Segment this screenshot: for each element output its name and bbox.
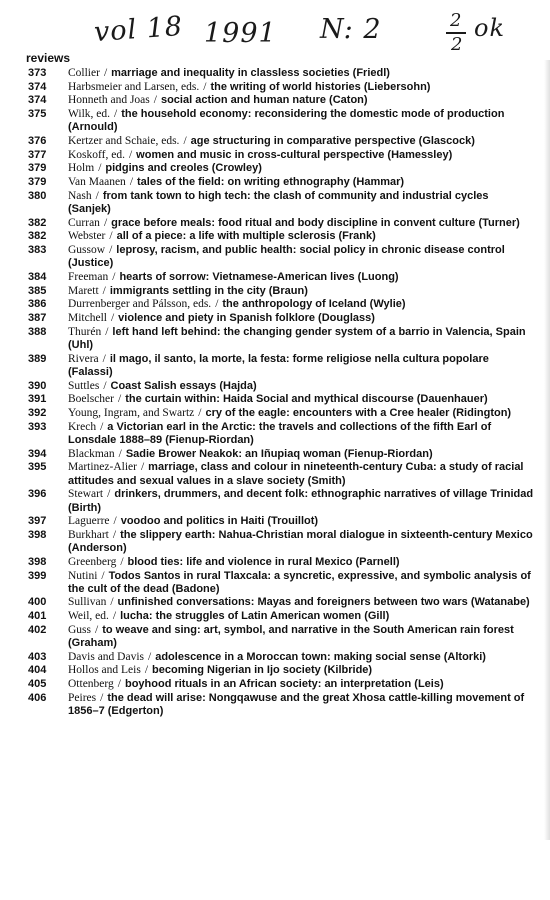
handwritten-number: N: 2 (320, 14, 382, 45)
separator-slash: / (110, 596, 114, 609)
reviewed-title: leprosy, racism, and public health: social policy in chronic disease control (Justice) (68, 244, 505, 270)
separator-slash: / (102, 352, 106, 365)
reviewed-title: Coast Salish essays (Hajda) (110, 379, 257, 392)
page-number: 383 (28, 244, 47, 257)
reviewed-author: Weil, ed. (68, 610, 109, 623)
review-entry (24, 448, 534, 461)
reviewed-title: becoming Nigerian in Ijo society (Kilbride) (152, 664, 373, 677)
reviewed-author: Gussow (68, 244, 106, 257)
separator-slash: / (112, 610, 117, 623)
reviewed-title: the household economy: reconsidering the domestic mode of production (Arnould) (68, 108, 505, 134)
separator-slash: / (113, 515, 117, 528)
review-entry (24, 664, 534, 677)
reviewed-author: Van Maanen (68, 176, 126, 189)
reviewed-author: Honneth and Joas (68, 94, 150, 107)
reviewed-title: cry of the eagle: encounters with a Cree healer (Ridington) (205, 407, 512, 420)
entry-text (68, 596, 534, 609)
page-number: 400 (28, 596, 47, 609)
entry-text (68, 298, 534, 311)
entry-text (68, 149, 534, 162)
reviewed-author: Nash (68, 189, 92, 202)
page-number: 399 (28, 569, 47, 582)
reviewed-author: Hollos and Leis (68, 664, 141, 677)
reviewed-title: a Victorian earl in the Arctic: the travels and collections of the fifth Earl of Lonsdale 1888–89 (Fienup-Riordan) (68, 420, 492, 446)
entry-text (68, 461, 534, 487)
separator-slash: / (129, 176, 134, 189)
separator-slash: / (144, 664, 149, 677)
reviewed-title: to weave and sing: art, symbol, and narrative in the South American rain forest (Graham) (68, 623, 514, 650)
page-number: 389 (28, 352, 47, 365)
review-entry (24, 570, 534, 596)
reviewed-author: Freeman (68, 271, 109, 284)
page-number: 405 (28, 678, 47, 691)
reviewed-author: Burkhart (68, 528, 109, 541)
reviewed-author: Martinez-Alier (68, 461, 137, 474)
review-entry (24, 380, 534, 393)
separator-slash: / (183, 135, 187, 148)
entry-text (68, 271, 534, 284)
reviewed-title: pidgins and creoles (Crowley) (105, 162, 262, 175)
reviewed-title: Todos Santos in rural Tlaxcala: a syncretic, expressive, and symbolic analysis of the cult of the dead (Badone) (68, 569, 531, 595)
reviewed-author: Holm (68, 162, 95, 175)
separator-slash: / (103, 67, 108, 79)
page-number: 373 (28, 67, 47, 79)
page-number: 396 (28, 488, 47, 501)
entry-text (68, 488, 534, 514)
reviewed-title: blood ties: life and violence in rural Mexico (Parnell) (127, 555, 400, 568)
entry-text (68, 407, 534, 420)
separator-slash: / (107, 488, 111, 501)
reviewed-title: the writing of world histories (Liebersohn) (210, 80, 431, 93)
separator-slash: / (128, 148, 133, 161)
page-number: 402 (28, 623, 47, 636)
review-entry (24, 407, 534, 420)
page-number: 404 (28, 664, 47, 677)
entry-text (68, 624, 534, 650)
handwritten-fraction-denominator: 2 (451, 34, 464, 55)
handwritten-annotation (0, 0, 550, 60)
entry-text (68, 664, 534, 677)
reviewed-author: Suttles (68, 379, 100, 392)
entry-text (68, 448, 534, 461)
separator-slash: / (110, 312, 115, 325)
reviewed-author: Boelscher (68, 393, 114, 406)
reviewed-title: women and music in cross-cultural perspective (Hamessley) (136, 148, 453, 161)
reviewed-author: Sullivan (68, 596, 107, 609)
page-number: 393 (28, 420, 47, 433)
reviewed-title: the dead will arise: Nongqawuse and the great Xhosa cattle-killing movement of 1856–7 (Edgerton) (68, 691, 525, 718)
handwritten-ok: ok (474, 14, 505, 42)
review-entry (24, 67, 534, 80)
reviewed-author: Ottenberg (68, 678, 114, 691)
entry-text (68, 162, 534, 175)
reviewed-title: the curtain within: Haida Social and mythical discourse (Dauenhauer) (125, 393, 488, 406)
review-entry (24, 515, 534, 528)
separator-slash: / (153, 94, 157, 107)
page-number: 394 (28, 447, 47, 460)
entry-text (68, 67, 534, 80)
review-entry (24, 461, 534, 487)
reviewed-author: Mitchell (68, 312, 107, 325)
reviewed-author: Curran (68, 216, 100, 229)
reviewed-title: age structuring in comparative perspective (Glascock) (190, 135, 475, 148)
page-number: 392 (28, 407, 47, 420)
review-entry (24, 326, 534, 352)
entry-text (68, 244, 534, 270)
page-number: 382 (28, 216, 47, 229)
reviewed-title: from tank town to high tech: the clash of community and industrial cycles (Sanjek) (68, 189, 489, 216)
reviewed-author: Durrenberger and Pálsson, eds. (68, 298, 212, 311)
entry-text (68, 285, 534, 298)
reviewed-author: Krech (68, 420, 97, 433)
handwritten-year: 1991 (204, 18, 277, 49)
reviewed-author: Nutini (68, 569, 98, 582)
reviewed-author: Stewart (68, 488, 104, 501)
page-number: 379 (28, 162, 47, 175)
separator-slash: / (198, 407, 202, 420)
entry-text (68, 326, 534, 352)
review-entry (24, 421, 534, 447)
page-number: 397 (28, 515, 47, 528)
reviewed-title: tales of the field: on writing ethnography (Hammar) (137, 176, 405, 189)
separator-slash: / (148, 650, 152, 663)
reviewed-title: grace before meals: food ritual and body discipline in convent culture (Turner) (111, 216, 520, 229)
entry-text (68, 380, 534, 393)
page-number: 374 (28, 94, 47, 107)
page-number: 382 (28, 230, 47, 243)
page-number: 395 (28, 461, 47, 474)
review-entry (24, 162, 534, 175)
reviewed-title: the anthropology of Iceland (Wylie) (222, 298, 406, 311)
page-number: 377 (28, 148, 47, 161)
entry-text (68, 230, 534, 243)
entry-text (68, 651, 534, 664)
reviewed-title: all of a piece: a life with multiple sclerosis (Frank) (116, 230, 376, 243)
reviewed-author: Koskoff, ed. (68, 148, 125, 161)
separator-slash: / (140, 461, 145, 474)
review-entry (24, 624, 534, 650)
separator-slash: / (109, 244, 113, 257)
reviews-list (24, 67, 534, 719)
reviewed-author: Greenberg (68, 555, 117, 568)
review-entry (24, 393, 534, 406)
review-entry (24, 285, 534, 298)
page-number: 375 (28, 108, 47, 121)
reviewed-author: Davis and Davis (68, 650, 145, 663)
page-number: 406 (28, 691, 47, 704)
separator-slash: / (103, 379, 107, 392)
review-entry (24, 678, 534, 691)
page-number: 379 (28, 176, 47, 189)
entry-text (68, 610, 534, 623)
separator-slash: / (95, 623, 99, 636)
review-entry (24, 312, 534, 325)
entry-text (68, 692, 534, 718)
scan-edge-shadow (544, 60, 550, 840)
reviewed-title: boyhood rituals in an African society: an interpretation (Leis) (124, 678, 444, 691)
separator-slash: / (100, 691, 104, 704)
entry-text (68, 81, 534, 94)
review-entry (24, 190, 534, 216)
separator-slash: / (114, 108, 118, 121)
entry-text (68, 135, 534, 148)
page-number: 374 (28, 80, 47, 93)
separator-slash: / (100, 420, 104, 433)
entry-text (68, 217, 534, 230)
page-number: 384 (28, 271, 47, 284)
separator-slash: / (105, 325, 109, 338)
reviewed-title: unfinished conversations: Mayas and foreigners between two wars (Watanabe) (117, 596, 530, 609)
review-entry (24, 176, 534, 189)
reviewed-author: Kertzer and Schaie, eds. (68, 135, 180, 148)
reviewed-title: drinkers, drummers, and decent folk: ethnographic narratives of village Trinidad (Birth) (68, 488, 534, 514)
separator-slash: / (120, 555, 124, 568)
page-number: 403 (28, 650, 47, 663)
reviewed-author: Harbsmeier and Larsen, eds. (68, 80, 200, 93)
entry-text (68, 190, 534, 216)
review-entry (24, 135, 534, 148)
entry-text (68, 176, 534, 189)
entry-text (68, 529, 534, 555)
reviewed-title: immigrants settling in the city (Braun) (109, 284, 308, 297)
page-number: 387 (28, 312, 47, 325)
review-entry (24, 529, 534, 555)
separator-slash: / (117, 393, 122, 406)
handwritten-fraction (446, 10, 468, 54)
reviewed-title: il mago, il santo, la morte, la festa: forme religiose nella cultura popolare (Falassi) (68, 352, 489, 378)
separator-slash: / (117, 678, 121, 691)
reviewed-title: lucha: the struggles of Latin American women (Gill) (120, 610, 390, 623)
reviewed-author: Wilk, ed. (68, 108, 111, 121)
page-number: 386 (28, 298, 47, 311)
reviewed-author: Peires (68, 691, 97, 704)
entry-text (68, 353, 534, 379)
entry-text (68, 570, 534, 596)
reviewed-title: Sadie Brower Neakok: an Iñupiaq woman (Fienup-Riordan) (125, 447, 433, 460)
review-entry (24, 94, 534, 107)
reviewed-title: social action and human nature (Caton) (160, 94, 368, 107)
review-entry (24, 610, 534, 623)
reviewed-author: Guss (68, 623, 92, 636)
review-entry (24, 217, 534, 230)
page-number: 376 (28, 135, 47, 148)
separator-slash: / (95, 189, 99, 202)
separator-slash: / (112, 528, 117, 541)
page-number: 398 (28, 528, 47, 541)
review-entry (24, 81, 534, 94)
separator-slash: / (203, 80, 207, 93)
entry-text (68, 108, 534, 134)
reviewed-title: left hand left behind: the changing gender system of a barrio in Valencia, Spain (Uhl) (68, 325, 526, 352)
reviewed-title: the slippery earth: Nahua-Christian moral dialogue in sixteenth-century Mexico (Anderson) (68, 528, 533, 555)
review-entry (24, 692, 534, 718)
reviewed-author: Young, Ingram, and Swartz (68, 407, 195, 420)
section-title: reviews (26, 51, 71, 65)
review-entry (24, 298, 534, 311)
page-number: 390 (28, 379, 47, 392)
handwritten-volume: vol 18 (93, 10, 185, 49)
separator-slash: / (109, 230, 113, 243)
reviewed-author: Blackman (68, 447, 115, 460)
entry-text (68, 312, 534, 325)
reviewed-author: Laguerre (68, 515, 110, 528)
reviewed-author: Collier (68, 67, 100, 79)
page-number: 401 (28, 610, 47, 623)
entry-text (68, 94, 534, 107)
reviewed-title: voodoo and politics in Haiti (Trouillot) (120, 515, 319, 528)
separator-slash: / (118, 447, 122, 460)
entry-text (68, 421, 534, 447)
separator-slash: / (215, 298, 219, 311)
reviewed-author: Rivera (68, 352, 99, 365)
entry-text (68, 556, 534, 569)
review-entry (24, 596, 534, 609)
review-entry (24, 244, 534, 270)
separator-slash: / (98, 162, 102, 175)
review-entry (24, 353, 534, 379)
entry-text (68, 515, 534, 528)
separator-slash: / (112, 271, 116, 284)
page-number: 385 (28, 284, 47, 297)
review-entry (24, 651, 534, 664)
page-number: 398 (28, 555, 47, 568)
reviewed-title: adolescence in a Moroccan town: making social sense (Altorki) (155, 650, 486, 663)
review-entry (24, 230, 534, 243)
handwritten-fraction-numerator: 2 (450, 10, 463, 31)
review-entry (24, 108, 534, 134)
separator-slash: / (101, 569, 105, 582)
review-entry (24, 149, 534, 162)
separator-slash: / (102, 284, 106, 297)
reviewed-author: Webster (68, 230, 106, 243)
reviewed-author: Marett (68, 284, 99, 297)
reviewed-title: marriage and inequality in classless societies (Friedl) (111, 67, 390, 79)
reviewed-author: Thurén (68, 325, 102, 338)
entry-text (68, 393, 534, 406)
reviewed-title: violence and piety in Spanish folklore (Douglass) (118, 312, 375, 325)
review-entry (24, 556, 534, 569)
entry-text (68, 678, 534, 691)
review-entry (24, 488, 534, 514)
reviewed-title: hearts of sorrow: Vietnamese-American lives (Luong) (119, 271, 399, 284)
separator-slash: / (103, 216, 108, 229)
review-entry (24, 271, 534, 284)
page-number: 380 (28, 189, 47, 202)
page-number: 391 (28, 393, 47, 406)
page-number: 388 (28, 325, 47, 338)
reviewed-title: marriage, class and colour in nineteenth-century Cuba: a study of racial attitudes and sexual values in a slave society (Smith) (68, 461, 524, 487)
